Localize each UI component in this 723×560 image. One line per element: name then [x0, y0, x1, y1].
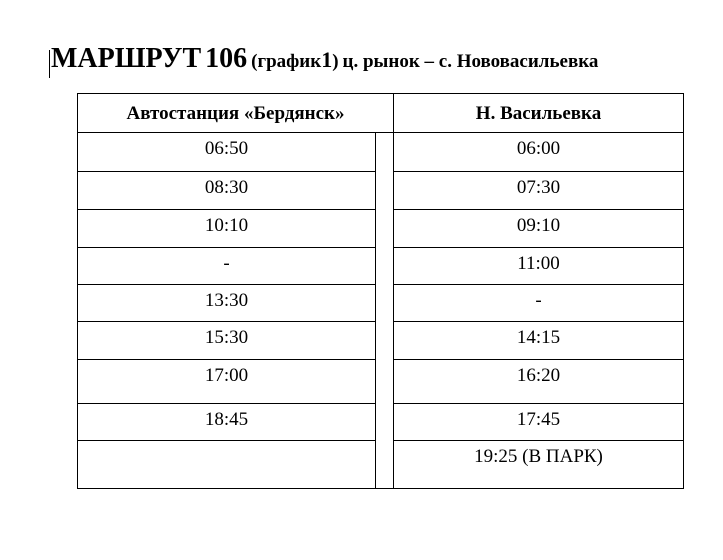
schedule-open: (график — [251, 51, 322, 72]
departure-time: 13:30 — [78, 285, 376, 322]
column-header-arrival: Н. Васильевка — [394, 94, 684, 133]
schedule-number: 1 — [321, 47, 333, 72]
arrival-time: 06:00 — [394, 133, 684, 172]
arrival-time: 11:00 — [394, 248, 684, 285]
table-row — [78, 133, 684, 172]
arrival-time: 14:15 — [394, 322, 684, 360]
route-number: 106 — [205, 43, 248, 74]
schedule-table — [77, 93, 684, 489]
departure-time: 08:30 — [78, 172, 376, 210]
departure-time: - — [78, 248, 376, 285]
arrival-time: 17:45 — [394, 404, 684, 441]
departure-time: 15:30 — [78, 322, 376, 360]
arrival-time: 07:30 — [394, 172, 684, 210]
schedule-close: ) — [332, 51, 339, 72]
route-label: МАРШРУТ — [51, 43, 202, 74]
arrival-time: - — [394, 285, 684, 322]
text-cursor — [49, 50, 50, 78]
departure-time: 06:50 — [78, 133, 376, 172]
departure-time — [78, 441, 376, 489]
route-description: ц. рынок – с. Нововасильевка — [342, 51, 599, 72]
departure-time: 17:00 — [78, 360, 376, 404]
departure-time: 18:45 — [78, 404, 376, 441]
table-header-row — [78, 94, 684, 133]
column-header-departure: Автостанция «Бердянск» — [78, 94, 394, 133]
page-title — [51, 45, 598, 73]
departure-time: 10:10 — [78, 210, 376, 248]
arrival-time: 19:25 (В ПАРК) — [394, 441, 684, 489]
arrival-time: 16:20 — [394, 360, 684, 404]
column-gap — [376, 133, 394, 489]
arrival-time: 09:10 — [394, 210, 684, 248]
